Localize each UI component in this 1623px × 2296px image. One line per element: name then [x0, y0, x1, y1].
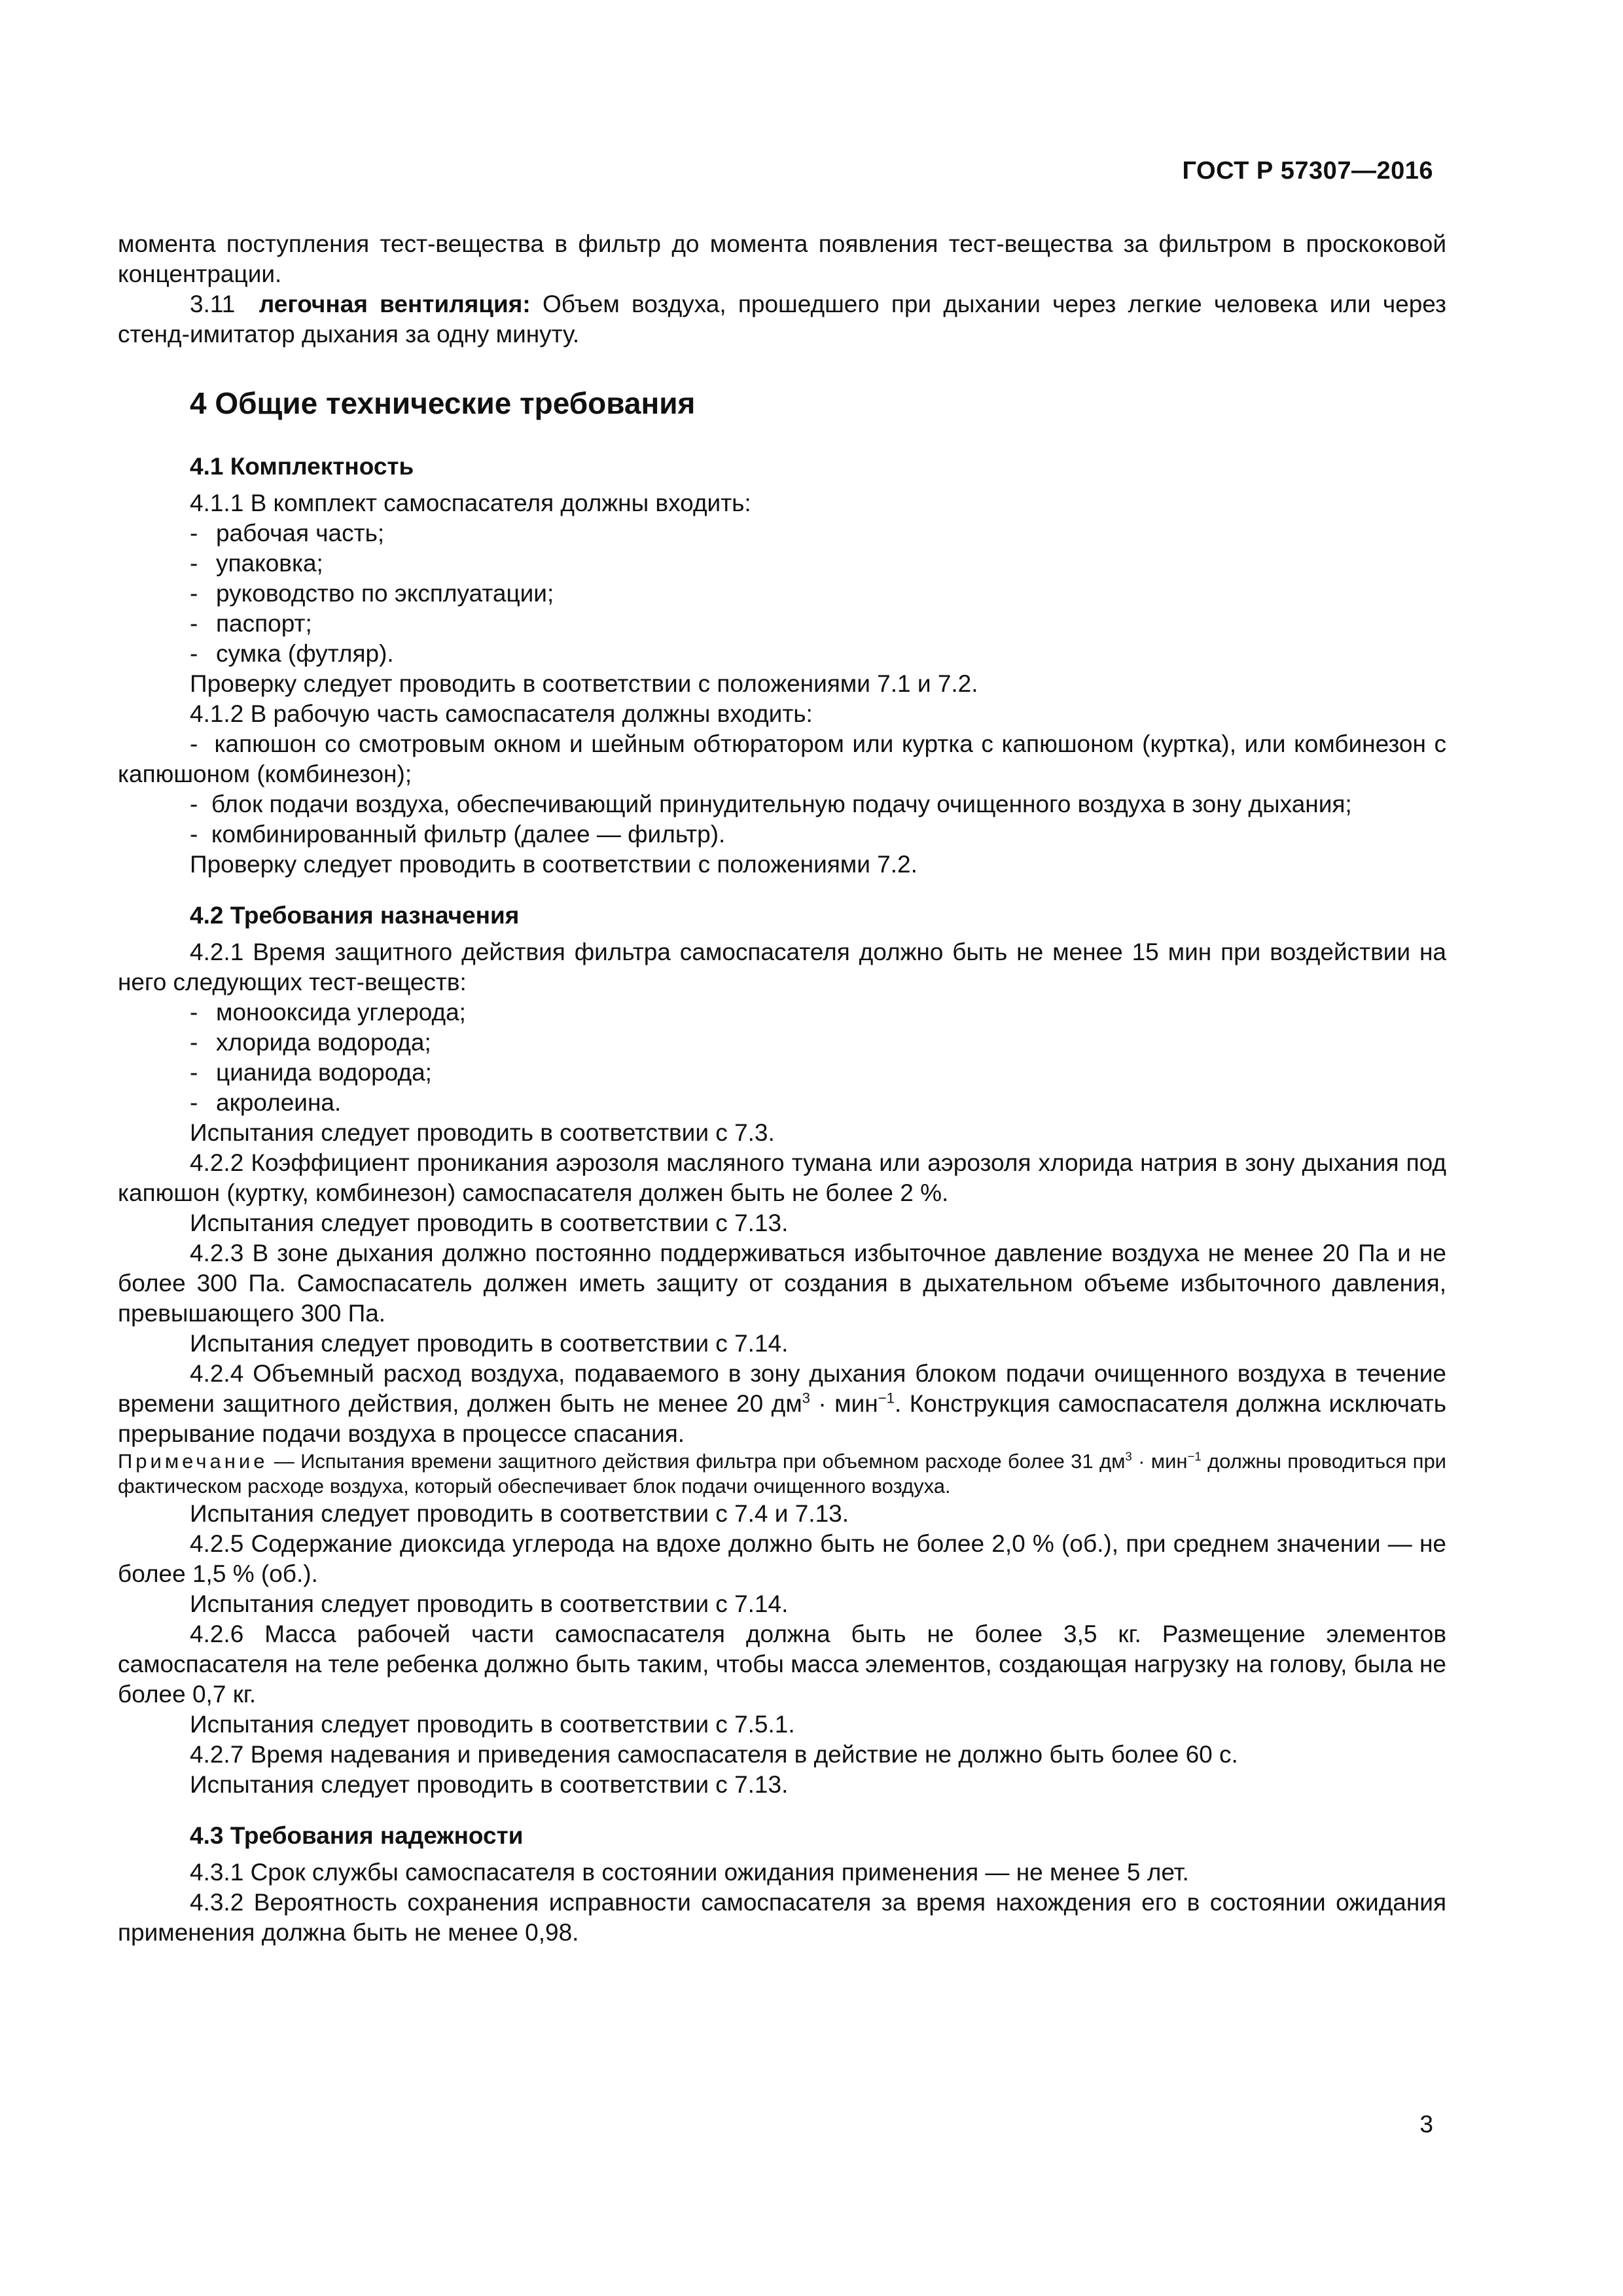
list-item: - монооксида углерода;: [190, 999, 466, 1026]
clause-4-2-1: 4.2.1 Время защитного действия фильтра самоспасателя должно быть не менее 15 мин при воздействии на него следующих тест-веществ:: [118, 939, 1446, 996]
clause-4-2-5: 4.2.5 Содержание диоксида углерода на вдохе должно быть не более 2,0 % (об.), при среднем значении — не более 1,5 % (об.).: [118, 1530, 1446, 1587]
clause-4-1-2: 4.1.2 В рабочую часть самоспасателя должны входить:: [190, 700, 813, 727]
list-item: - паспорт;: [190, 610, 312, 637]
list-item: - капюшон со смотровым окном и шейным обтюратором или куртка с капюшоном (куртка), или комбинезон с капюшоном (комбинезон);: [118, 730, 1446, 787]
subsection-4-2-title: 4.2 Требования назначения: [190, 902, 520, 929]
test-4-2-6: Испытания следует проводить в соответствии с 7.5.1.: [190, 1711, 795, 1738]
paragraph-continuation: момента поступления тест-вещества в фильтр до момента появления тест-вещества за фильтром в проскоковой концентрации.: [118, 230, 1446, 287]
list-item: - руководство по эксплуатации;: [190, 580, 554, 607]
clause-4-2-3: 4.2.3 В зоне дыхания должно постоянно поддерживаться избыточное давление воздуха не менее 20 Па и не более 300 Па. Самоспасатель должен иметь защиту от создания в дыхательном объеме избыточного давления, превышающего 300 Па.: [118, 1240, 1446, 1327]
definition-text: Объем воздуха, прошедшего при дыхании через легкие человека или через стенд-имитатор дыхания за одну минуту.: [118, 291, 1446, 348]
check-4-1-1: Проверку следует проводить в соответствии с положениями 7.1 и 7.2.: [190, 670, 978, 697]
list-item: - хлорида водорода;: [190, 1029, 431, 1056]
clause-4-3-1: 4.3.1 Срок службы самоспасателя в состоянии ожидания применения — не менее 5 лет.: [190, 1859, 1189, 1886]
list-item: - блок подачи воздуха, обеспечивающий принудительную подачу очищенного воздуха в зону дыхания;: [190, 791, 1352, 817]
test-4-2-2: Испытания следует проводить в соответствии с 7.13.: [190, 1210, 789, 1236]
list-4-1-1: [118, 518, 1446, 669]
list-item: - сумка (футляр).: [190, 640, 394, 667]
section-4-title: 4 Общие технические требования: [190, 386, 696, 420]
list-4-2-1: [118, 997, 1446, 1118]
standard-id-header: ГОСТ Р 57307—2016: [1182, 157, 1433, 185]
test-4-2-3: Испытания следует проводить в соответствии с 7.14.: [190, 1330, 789, 1357]
clause-4-2-6: 4.2.6 Масса рабочей части самоспасателя должна быть не более 3,5 кг. Размещение элементов самоспасателя на теле ребенка должно быть таким, чтобы масса элементов, создающая нагрузку на голову, была не более 0,7 кг.: [118, 1621, 1446, 1708]
document-body: [118, 229, 1446, 1948]
test-4-2-5: Испытания следует проводить в соответствии с 7.14.: [190, 1590, 789, 1617]
defined-term: легочная вентиляция:: [259, 291, 531, 317]
list-item: - цианида водорода;: [190, 1059, 432, 1086]
clause-4-2-4: 4.2.4 Объемный расход воздуха, подаваемого в зону дыхания блоком подачи очищенного воздуха в течение времени защитного действия, должен быть не менее 20 $дм^3 \cdot мин^{-1}$. Конструкция самоспасателя должна исключать прерывание подачи воздуха в процессе спасания.: [118, 1360, 1447, 1447]
clause-4-1-1: 4.1.1 В комплект самоспасателя должны входить:: [190, 490, 751, 516]
page-number: 3: [1419, 2111, 1433, 2138]
list-item: - акролеина.: [190, 1089, 342, 1116]
subsection-4-1-title: 4.1 Комплектность: [190, 453, 414, 480]
clause-number: 3.11: [190, 291, 236, 317]
clause-4-3-2: 4.3.2 Вероятность сохранения исправности самоспасателя за время нахождения его в состоянии ожидания применения должна быть не менее 0,98.: [118, 1889, 1446, 1946]
list-item: - упаковка;: [190, 550, 323, 577]
clause-4-2-2: 4.2.2 Коэффициент проникания аэрозоля масляного тумана или аэрозоля хлорида натрия в зону дыхания под капюшон (куртку, комбинезон) самоспасателя должен быть не более 2 %.: [118, 1149, 1446, 1206]
test-4-2-7: Испытания следует проводить в соответствии с 7.13.: [190, 1771, 789, 1798]
list-item: - комбинированный фильтр (далее — фильтр).: [190, 821, 726, 848]
clause-4-2-7: 4.2.7 Время надевания и приведения самоспасателя в действие не должно быть более 60 с.: [190, 1741, 1238, 1768]
list-item: - рабочая часть;: [190, 520, 385, 547]
definition-3-11: [118, 289, 1446, 350]
note-label: Примечание: [118, 1450, 268, 1473]
test-4-2-1: Испытания следует проводить в соответствии с 7.3.: [190, 1119, 775, 1146]
list-4-1-2: [118, 729, 1446, 850]
test-4-2-4: Испытания следует проводить в соответствии с 7.4 и 7.13.: [190, 1500, 849, 1527]
note: Примечание — Испытания времени защитного действия фильтра при объемном расходе более 31 $дм^3 \cdot мин^{-1}$ должны проводиться при фактическом расходе воздуха, который обеспечивает блок подачи очищенного воздуха.: [118, 1449, 1446, 1498]
subsection-4-3-title: 4.3 Требования надежности: [190, 1822, 524, 1849]
check-4-1-2: Проверку следует проводить в соответствии с положениями 7.2.: [190, 851, 918, 878]
